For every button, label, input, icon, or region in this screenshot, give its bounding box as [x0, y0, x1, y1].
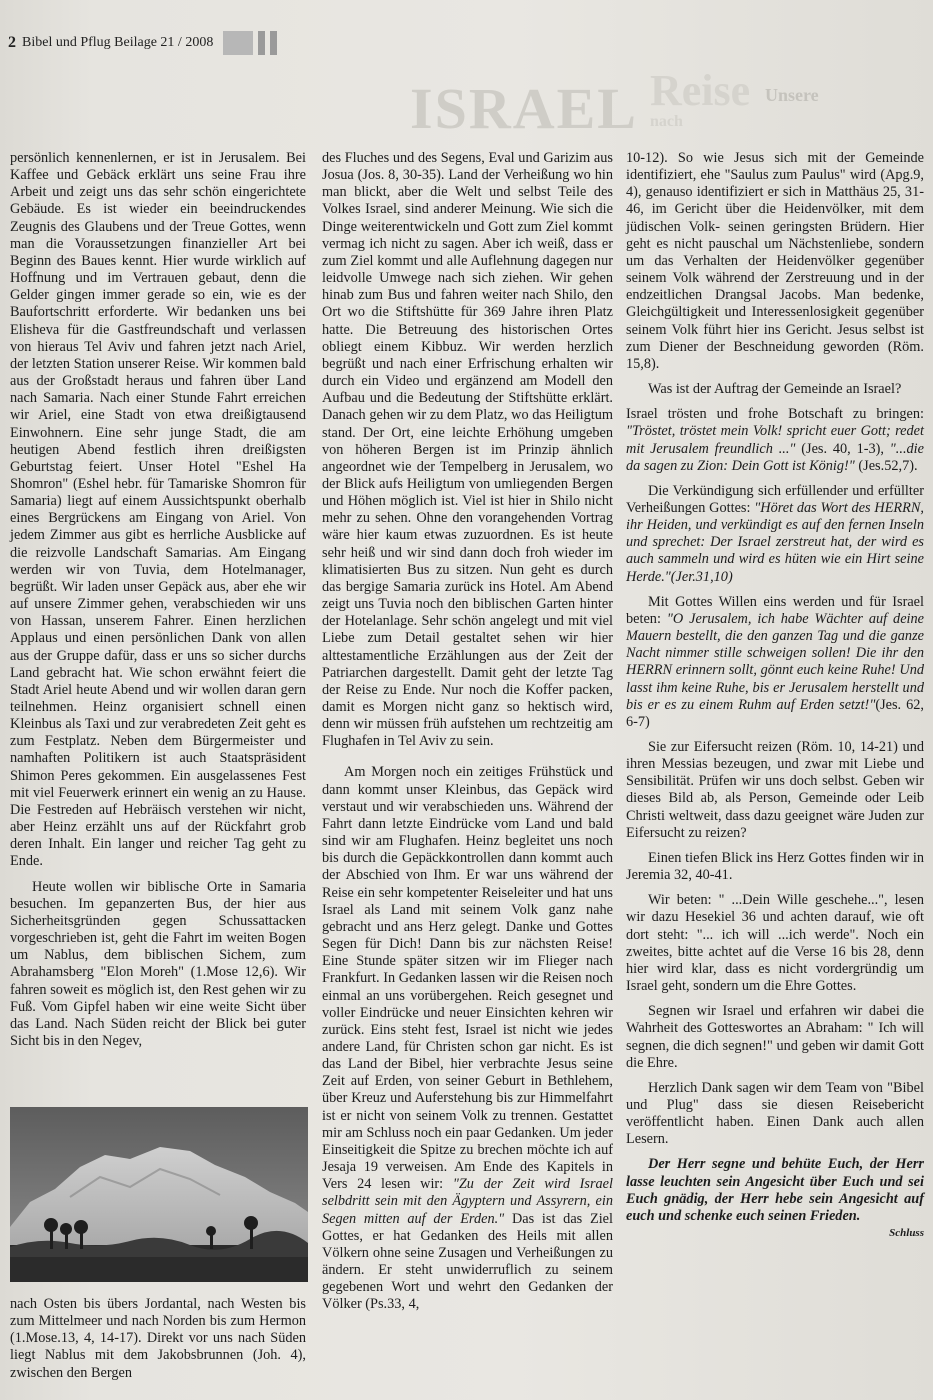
column-1-continued	[10, 1296, 306, 1382]
col3-jealousy: Sie zur Eifersucht reizen (Röm. 10, 14-21) und ihren Messias bezeugen, und zwar mit Liebe und Sensibilität. Prüfen wir uns doch selbst. Geben wir dieses Bild ab, als Person, Gemeinde oder Leib Christi weltweit, dass dazu geeignet wäre Juden zur Eifersucht zu reizen?	[626, 739, 924, 841]
column-2	[322, 150, 613, 1313]
col3-jeremiah-ref: Einen tiefen Blick ins Herz Gottes finden wir in Jeremia 32, 40-41.	[626, 849, 924, 884]
watermark-israel: ISRAEL	[410, 76, 638, 141]
col3-thanks: Herzlich Dank sagen wir dem Team von "Bibel und Plug" dass sie diesen Reisebericht veröffentlicht haben. Einen Dank auch allen Lesern.	[626, 1079, 924, 1148]
faded-title-watermark	[410, 55, 910, 155]
header-decoration-bars	[223, 31, 277, 55]
column-3	[626, 150, 924, 1242]
col2-paragraph-2	[322, 764, 613, 1313]
col2-paragraph-2-text: Am Morgen noch ein zeitiges Frühstück und dann kommt unser Kleinbus, das Gepäck wird verstaut und wir verabschieden uns. Während der Fahrt dann letzte Eindrücke vom Land und bald sind wir am Flughafen. Heinz begleitet uns noch bis durch die Gepäckkontrollen dann kommt auch der Abschied von Ihm. Er war uns während der Reise ein sehr kompetenter Reiseleiter und hat uns Israel als Land mit seinem Volk ganz nahe gebracht und ans Herz gelegt. Danke und Gottes Segen für Dich! Dann bis zur nächsten Reise! Eine Stunde später sitzen wir im Flieger nach Frankfurt. In Gedanken lassen wir die Reisen noch einmal an uns vorübergehen. Reich gesegnet und voller Eindrücke und neuer Einsichten kehren wir zurück. Eins steht fest, Israel ist nicht wie jedes andere Land, für Christen schon gar nicht. Es ist das Land der Bibel, hier verbrachte Jesus seine Zeit auf Erden, von seiner Geburt in Bethlehem, über Kreuz und Auferstehung bis zur Himmelfahrt ist er nicht von seinem Volk zu trennen. Gestattet mir am Schluss noch ein paar Gedanken. Um jeder Einseitigkeit die Spitze zu brechen möchte ich auf Jesaja 19 verweisen. Am Ende des Kapitels in Vers 24 lesen wir:	[322, 764, 614, 1193]
col3-comfort-quote-1: "Tröstet, tröstet mein Volk! spricht euer Gott; redet mit Jerusalem freundlich ..."	[626, 423, 924, 457]
col1-paragraph-3: nach Osten bis übers Jordantal, nach Westen bis zum Mittelmeer und nach Norden bis zum Hermon (1.Mose.13, 4, 14-17). Direkt vor uns nach Süden liegt Nablus mit dem Jakobsbrunnen (Joh. 4), zwischen den Bergen	[10, 1296, 306, 1381]
col1-paragraph-2: Heute wollen wir biblische Orte in Samaria besuchen. Im gepanzerten Bus, der hier aus Sicherheitsgründen gegen Schussattacken vorgeschrieben ist, geht die Fahrt im weiten Bogen um Nablus, dem biblischen Sichem, zum Abrahamsberg "Elon Moreh" (1.Mose 12,6). Wir fahren soweit es möglich ist, den Rest gehen wir zu Fuß. Vom Gipfel haben wir eine weite Sicht über das Land. Nach Süden reicht der Blick bei guter Sicht bis in den Negev,	[10, 878, 306, 1049]
mountain-landscape-image	[10, 1107, 308, 1282]
col3-jeremiah-quote: "Höret das Wort des HERRN, ihr Heiden, und verkündigt es auf den fernen Inseln und sprechet: Der Israel zerstreut hat, der wird es auch sammeln und wird es hüten wie ein Hirt seine Herde."(Jer.31,10)	[626, 499, 925, 585]
col3-comfort	[626, 406, 924, 475]
col3-proclamation-text: Die Verkündigung sich erfüllender und erfüllter Verheißungen Gottes:	[626, 482, 924, 516]
watermark-unsere: Unsere	[765, 85, 819, 105]
col3-comfort-ref-2: (Jes.52,7).	[858, 457, 918, 474]
col3-prayer-text: Mit Gottes Willen eins werden und für Israel beten:	[626, 593, 924, 627]
watermark-nach: nach	[650, 113, 683, 130]
column-1	[10, 150, 306, 1050]
col3-prayer-will: Wir beten: " ...Dein Wille geschehe...", lesen wir dazu Hesekiel 36 und achten darauf, wie oft dort steht: "... ich will ...ich werde". Noch ein zweites, bitte achtet auf die Verse 16 bis 28, denn hier wird klar, dass es nicht vordergründig um Israel geht, sondern um die Ehre Gottes.	[626, 892, 924, 995]
col3-final-blessing: Der Herr segne und behüte Euch, der Herr lasse leuchten sein Angesicht über Euch und sei Euch gnädig, der Herr hebe sein Angesicht auf euch und schenke euch seinen Frieden.	[626, 1156, 924, 1224]
col3-question: Was ist der Auftrag der Gemeinde an Israel?	[648, 381, 902, 398]
col3-proclamation	[626, 483, 924, 586]
col2-isaiah-quote: "Zu der Zeit wird Israel selbdritt sein mit den Ägyptern und Assyrern, ein Segen mitten auf der Erden."	[322, 1176, 614, 1227]
page-number: 2	[8, 34, 16, 51]
col1-paragraph-1: persönlich kennenlernen, er ist in Jerusalem. Bei Kaffee und Gebäck erklärt uns seine Frau ihre Arbeit und zeigt uns das sehr schön eingerichtete Gebäude. Es ist wieder ein beeindruckendes Zeugnis des Glaubens und der Treue Gottes, wenn man die Voraussetzungen finanzieller Art bei Beginn des Baues kennt. Hier wurde wirklich auf Hoffnung und im Vertrauen gebaut, denn die Gelder gingen immer gerade so ein, wie es der Baufortschritt erforderte. Wir bedanken uns bei Elisheva für die Gastfreundschaft und verlassen von hieraus Tel Aviv und fahren jetzt nach Ariel, der letzten Station unserer Reise. Wir kommen bald aus der Großstadt heraus und fahren über Land nach Samaria. Nach einer Stunde Fahrt erreichen wir Ariel, eine Stadt von etwa dreißigtausend Einwohnern. Eine sehr junge Stadt, die am heutigen Abend festlich ihren dreißigsten Geburtstag feiert. Unser Hotel "Eshel Ha Shomron" (Eshel hebr. für Tamariske Shomron für Samaria) liegt auf einem Aussichtspunkt oberhalb eines Bergrückens am Eingang von Ariel. Von jedem Zimmer aus gibt es herrliche Ausblicke auf die reizvolle Landschaft Samarias. Am Eingang werden wir von Tuvia, dem Hotelmanager, begrüßt. Wir laden unser Gepäck aus, aber ehe wir auf unsere Zimmer gehen, verabschieden wir uns von Hassan, unserem Fahrer. Einen herzlichen Applaus und einen persönlichen Dank von allen aus der Gruppe dafür, dass er uns so sicher durchs Land gebracht hat. Wie schon erwähnt feiert die Stadt Ariel heute Abend und wir wollen daran gern teilnehmen. Heinz organisiert schnell einen Kleinbus als Taxi und zur verabredeten Zeit geht es zum Festplatz. Neben dem Bürgermeister und namhaften Politikern ist auch Staatspräsident Shimon Peres gekommen. Ein ausgelassenes Fest mit viel Feuerwerk erinnert ein wenig an zu Hause. Die Festreden auf Hebräisch verstehen wir nicht, aber Heinz erzählt uns auf der Rückfahrt grob deren Inhalt. Ein langer und reicher Tag geht zu Ende.	[10, 150, 306, 870]
col3-prayer	[626, 594, 924, 731]
col3-comfort-quote-2: "...die da sagen zu Zion: Dein Gott ist König!"	[626, 440, 924, 474]
col2-paragraph-1: des Fluches und des Segens, Eval und Garizim aus Josua (Jos. 8, 30-35). Land der Verheißung wo hin man blickt, aber die Welt und selbst Teile des Volkes Israel, sind anderer Meinung. Wie sich die Dinge weiterentwickeln und Gott zum Ziel kommt vermag ich nicht zu sagen. Aber ich weiß, dass er zum Ziel kommt und alle Auflehnung dagegen nur leidvolle Umwege nach sich ziehen. Wir gehen hinab zum Bus und fahren weiter nach Shilo, den Ort wo die Stiftshütte für 369 Jahre ihren Platz hatte. Die Betreuung des historischen Ortes obliegt einem Kibbuz. Wir werden herzlich begrüßt und nach einer Erfrischung erhalten wir durch ein Video und ergänzend am Modell den Aufbau und die Bedeutung der Stiftshütte erklärt. Danach gehen wir zu dem Platz, wo das Heiligtum stand. Der Ort, eine leichte Erhöhung umgeben von höheren Bergen ist im Prinzip ähnlich angeordnet wie der Tempelberg in Jerusalem, wo der Blick aufs Heiligtum von umliegenden Bergen und Höhen möglich ist. Viel ist hier in Shilo nicht mehr zu sehen. Ohne den vorangehenden Vortrag wäre hier kaum etwas zuzuordnen. Es ist heute sehr heiß und wir sind dann doch froh wieder im klimatisierten Bus zu sitzen. Nun geht es durch das bergige Samaria zurück ins Hotel. Am Abend zeigt uns Tuvia noch den biblischen Garten hinter der Hotelanlage. Sehr schön angelegt und mit viel Liebe zum Detail gestaltet sehen wir hier alttestamentliche Erzählungen aus der Zeit der Patriarchen dargestellt. Damit geht der letzte Tag der Reise zu Ende. Nur noch die Koffer packen, damit es Morgen nicht ganz so hektisch wird, denn wir müssen früh aufstehen um rechtzeitig am Flughafen in Tel Aviv zu sein.	[322, 150, 613, 750]
col3-blessing-israel: Segnen wir Israel und erfahren wir dabei die Wahrheit des Gotteswortes an Abraham: " Ich will segnen, die dich segnen!" und geben wir damit Gott die Ehre.	[626, 1003, 924, 1071]
landscape-photo	[10, 1107, 308, 1282]
publication-title: Bibel und Pflug Beilage 21 / 2008	[22, 35, 214, 50]
closing-label: Schluss	[889, 1227, 924, 1240]
col3-comfort-ref-1: (Jes. 40, 1-3),	[801, 440, 884, 457]
col3-watchmen-quote: "O Jerusalem, ich habe Wächter auf deine Mauern bestellt, die den ganzen Tag und die ganze Nacht nimmer stille schweigen sollen! Die ihr den HERRN erinnern sollt, gönnt euch keine Ruhe! Und lasst ihm keine Ruhe, bis er Jerusalem herstellt und bis er es zu einem Ruhm auf Erden setzt!"	[626, 610, 925, 713]
col2-paragraph-2-end: Das ist das Ziel Gottes, er hat Gedanken des Heils mit allen Völkern ohne seine Zusagen und Verheißungen zu ändern. Er steht unwiderruflich zu seinem gegebenen Wort und wehrt den Gedanken der Völker (Ps.33, 4,	[322, 1210, 614, 1313]
watermark-reise: Reise	[650, 66, 751, 115]
page-header	[8, 30, 277, 56]
col3-paragraph-1: 10-12). So wie Jesus sich mit der Gemeinde identifiziert, ehe "Saulus zum Paulus" wird (Apg.9, 4), genauso identifiziert er sich in Matthäus 25, 31-46, im Gericht über die Heidenvölker, mit dem jüdischen Volk- seinen geringsten Brüdern. Hier geht es nicht pauschal um Nächstenliebe, sondern um das Verhalten der Heidenvölker gegenüber seinem Volk während der Zerstreuung und in der endzeitlichen Drangsal Jacobs. Man bedenke, Gleichgültigkeit und Interessenlosigkeit gegenüber seinem Volk führt hier ins Gericht. Jesus selbst ist zum Diener der Beschneidung geworden (Röm. 15,8).	[626, 150, 924, 372]
col3-comfort-text: Israel trösten und frohe Botschaft zu bringen:	[626, 406, 924, 423]
col3-prayer-ref: (Jes. 62, 6-7)	[626, 696, 924, 730]
